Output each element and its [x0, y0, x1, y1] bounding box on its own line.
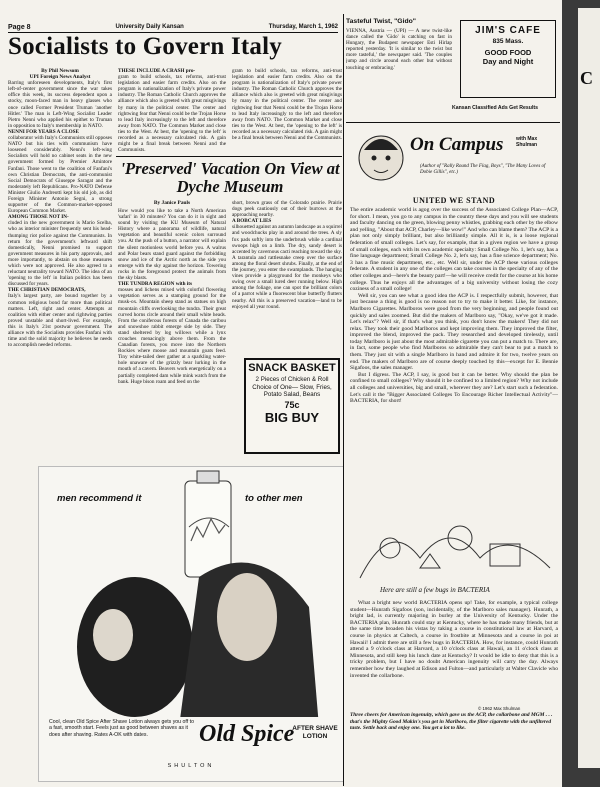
vacation-column-2 — [232, 200, 342, 354]
copyright: © 1962 Max Shulman — [478, 706, 521, 711]
ad-tagline-right: to other men — [245, 493, 303, 504]
cartoon-caption: Here are still a few bugs in BACTERIA — [380, 586, 490, 594]
socialists-column-2 — [118, 68, 226, 154]
ad-product: AFTER SHAVE LOTION — [292, 725, 338, 740]
on-campus-column-header — [350, 128, 558, 186]
snack-description: 2 Pieces of Chicken & Roll Choice of One— Slow, Fries, Potato Salad, Beans — [252, 376, 332, 398]
on-campus-title: On Campus — [410, 134, 504, 155]
vacation-text-4: silhouetted against an autumn landscape as a squirrel and woodchucks play in and around the trees. A sly fox pads softly into the underbrush while a cardinal swoops high on a limb. The dry, sandy desert is accented by cavernous cacti reaching toward the sky. A tarantula and rattlesnake creep over the surface among the floral desert shrubs. Finally, at the end of the journey, you enter the swamplands. The hanging vines provide a playground for the monkeys who swing over a small lured deer running below. High among the foliage, one can spot the brilliant colors of a parrot while a fluorescent blue butterfly flutters nearby. All this is a preserved vacation—land to be enjoyed all year round. — [232, 224, 342, 310]
ad-copy: Cool, clean Old Spice After Shave Lotion always gets you off to a fast, smooth start. Feels just as good between shaves as it does after shaving. Rates A-OK with dates. — [49, 719, 194, 738]
socialists-byline-title: UPI Foreign News Analyst — [29, 74, 91, 81]
jims-cafe-ad — [460, 20, 556, 98]
column-rule — [343, 14, 344, 786]
divider — [346, 122, 560, 123]
socialists-subhead-3: THE CHRISTIAN DEMOCRATS, — [8, 287, 86, 294]
on-campus-author-credits: (Author of "Rally Round The Flag, Boys", "The Many Loves of Dobie Gillis", etc.) — [420, 164, 546, 175]
socialists-column-3 — [232, 68, 342, 154]
socialists-byline: By Phil Newsom — [41, 68, 79, 74]
cafe-address: 835 Mass. — [492, 38, 524, 45]
vacation-byline: By Janice Pauls — [153, 200, 191, 206]
page-header — [8, 24, 338, 33]
socialists-text-4: Italy's largest party, are bound together by a common religious bond far more than political matters. Left, right and center. Attempts at coalition with either center and rightwing parties proved unstable and short-lived. For example, this is Italy's 21st postwar government. The alliance with the Socialists provides Fanfani with time and the solid majority he believes he needs to accomplish needed reforms. — [8, 293, 112, 349]
twist-text: VIENNA, Austria — (UPI) — A new twist-like dance called the 'Gido' is catching on fast in Hungary, the Budapest newspaper Esti Hirlap reported yesterday. 'It is similar to the twist but more tasteful,' the newspaper said. 'The couples jump and circle around each other but without touching or embracing.' — [346, 28, 452, 71]
portrait-icon — [352, 128, 410, 186]
vacation-subhead-1: THE TUNDRA REGION with its — [118, 281, 192, 288]
marlboro-footer: Three cheers for American ingenuity, which gave us the ACP, the collarbone and MGM . . . that's the Mighty Good Makin's you get in Marlboro, the filter cigarette with the unfiltered taste. Settle back and enjoy one. You get a lot to like. — [350, 712, 553, 731]
socialists-headline: Socialists to Govern Italy — [8, 33, 282, 60]
vacation-subhead-2: A BOBCAT LIES — [232, 218, 272, 225]
ad-photo — [39, 467, 344, 717]
on-campus-text-1: The entire academic world is agog over the success of the Associated College Plan—ACP, for short. I mean, you go to any campus in the country these days and you will see students and faculty dancing on the green, blowing penny whistles, grabbing each other by the elbow and yelling, "About that ACP, Charley—like wow!" And who can blame them? The ACP is a plan not only simply brilliant, but also brilliantly simple. All it is, is a loose regional federation of small colleges. Let's say, for example, that in a given region we have a group of small colleges, each with its own academic specialty: Small College No. 1, let's say, has a fine language department; Small College No. 2, let's say, has a fine science department; No. 3 has a fine music department, etc., etc. Well sir, under the ACP these various colleges federate. A student in any one of the colleges can take courses in the specialty of any of the other colleges and—here's the beauty part!—he will receive credit for the course at his home college. Thus he enjoys all the advantages of a big university without losing the cozy coziness of a small college! — [350, 207, 558, 293]
vacation-headline: 'Preserved' Vacation On View at Dyche Museum — [120, 159, 340, 196]
snack-tagline: BIG BUY — [264, 409, 320, 425]
on-campus-subhead: UNITED WE STAND — [412, 196, 496, 205]
vacation-column-1 — [118, 208, 226, 454]
on-campus-text-3: But I digress. The ACP, I say, is good but it can be better. Why should the plan be confined to small colleges? Why should it be confined to a limited region? Why not include all colleges and universities, big and small, wherever they are? Let's start such a federation. Let's call it the "Bigger Associated Colleges To Encourage Richer Intellectual Activity"—BACTERIA, for short! — [350, 371, 558, 405]
socialists-subhead-1: NENNI FOR YEARS A CLOSE — [8, 128, 80, 135]
socialists-text-1: Barring unforeseen developments, Italy's first left-of-center government since the war takes office this week, its success dependent upon a stocky, moon-faced man in heavy glasses who once called Former President Truman 'another Hitler.' The man is Left-Wing Socialist Leader Pietro Nenni who applied his epithet to Truman in opposition to Italy's membership in NATO. — [8, 80, 112, 129]
cartoon-drawing — [350, 508, 558, 586]
twist-story — [346, 28, 452, 118]
cafe-slogan-2: Day and Night — [482, 57, 534, 66]
vacation-text-2: mosses and lichens mixed with colorful flowering vegetation serves as a stamping ground for the musk-ox. Mountain sheep stand as statues on high mountain cliffs overlooking the tundra. Their great curved horns circle around their small white heads. From the coniferous forests of Canada the caribou and snowshoe rabbit emerge side by side. They stand sheltered by log willows while a lynx crouches menacingly above them. From the Canadian forests, you move into the Northern Rockies where moose and mountain goats feed. Tiny white-tailed deer gather at a sparkling water-hole unaware of the grizzly bear lurking in the mouth of a cavern. Beavers work energetically on a partially completed dam while mink watch from the bank. Huge bison roam and feed on the — [118, 287, 226, 385]
socialists-text-6: gram to build schools, tax reforms, anti-trust legislation and easier farm credits. Also on the program is nationalization of Italy's private power industry. The Roman Catholic Church approves the alliance which also is greeted with great misgivings by many in the political center. The center and rightwing fear that Nenni could be the Trojan Horse to lead Italy increasingly to the left and therefore away from NATO. The Common Market and close ties to the West. At best, the 'opening to the left' is recorded as a necessary calculated risk. A gain might be a final break between Nenni and the Communists. — [232, 68, 342, 142]
socialists-subhead-2: AMONG THOSE NOT IN- — [8, 214, 69, 221]
classified-promo: Kansan Classified Ads Get Results — [452, 105, 539, 111]
snack-title: SNACK BASKET — [248, 362, 336, 374]
socialists-text-5: gram to build schools, tax reforms, anti-trust legislation and easier farm credits. Also on the program is nationalization of Italy's private power industry. The Roman Catholic Church approves the alliance which also is greeted with great misgivings by many in the political center. The center and rightwing fear that Nenni could be the Trojan Horse to lead Italy increasingly to the left and therefore away from NATO. The Common Market and close ties to the West. At best, the 'opening to the left' is recorded as a necessary calculated risk. A gain might be a final break between Nenni and the Communists. — [118, 74, 226, 154]
twist-headline: Tasteful Twist, "Gido" — [346, 18, 417, 25]
cafe-name: JIM'S CAFE — [475, 25, 541, 36]
on-campus-body-2 — [350, 600, 558, 704]
snack-basket-ad — [244, 358, 340, 454]
socialists-text-3: cluded in the new government is Mario Scelba, who as interior minister frequently sent his head-thumping riot police against the Communists. In return for the government's leftward shift domestically, Nenni promised to support government measures in his party approvals, and more importantly, to abstain on those measures which were not approved. He also agreed to a reluctant neutrality toward NATO. The idea of an 'opening to the left' in Italian politics has been discussed for years. — [8, 220, 112, 288]
on-campus-author: with Max Shulman — [516, 136, 538, 148]
man-left-silhouette — [77, 577, 193, 717]
page-number: Page 8 — [8, 24, 31, 31]
ad-brand: Old Spice — [199, 721, 295, 747]
ad-maker: SHULTON — [167, 763, 215, 769]
bacteria-cartoon — [350, 508, 558, 598]
divider — [116, 156, 342, 157]
old-spice-ad — [38, 466, 344, 782]
issue-date: Thursday, March 1, 1962 — [268, 24, 338, 30]
snack-price: 75c — [284, 399, 300, 410]
on-campus-body-1 — [350, 207, 558, 507]
bottle-icon — [185, 481, 231, 577]
socialists-subhead-4: THESE INCLUDE A CRASH pro- — [118, 68, 196, 74]
on-campus-text-2: Well sir, you can see what a good idea the ACP is. I respectfully submit, however, that just because a thing is good is no reason not to try to make it better. Like, for instance, Marlboro Cigarettes. Marlboros were good from the very beginning, and people found out quickly and sales zoomed. But did the makers of Marlboro say, "Okay, we've got it made. Let's relax"? Well sir, if that's what you think, you don't know the makers! They did not relax. They took their good Marlboros and kept improving them. They improved the filter, improved the blend, improved the pack. They researched and developed tirelessly, until today Marlboro is just about the most admirable cigarette you can put a match to. There are, in fact, some people who find Marlboros so admirable they can't bear to put a match to them. They just sit with a single Marlboro in hand and admire it for two, twelve years on end. The makers of Marlboro are of course deeply touched by this—except for E. Bennie Sigafoos, the sales manager. — [350, 292, 558, 372]
vacation-text-3: short, brown grass of the Colorado prairie. Prairie dogs peek cautiously out of their burrows at the approaching nearby. — [232, 200, 342, 219]
on-campus-text-4: What a bright new world BACTERIA opens up! Take, for example, a typical college student—Hunrath Sigafoos (son, incidentally, of the Marlboro sales manager). Hunrath, a bright lad, is currently majoring in burley at the University of Kentucky. Under the BACTERIA plan, Hunrath could stay at Kentucky, where he has made many friends, but at the same time broaden his vistas by taking a course in constitutional law at Harvard, a course in physics at Caltech, a course in frostbite at Minnesota and a course in poi at Hawaii! I admit there are still a few bugs in BACTERIA. How, for instance, could Hunrath attend a 9 o'clock class at Harvard, a 10 o'clock class at Hawaii, an 11 o'clock class at Minnesota, and still keep his lunch date at Kentucky? It would be idle to deny that this is a tricky problem, but I have no doubt American ingenuity will carry the day. Always remember how they laughed at Edison and Fulton—and particularly at Walter Clavicle who invented the collarbone. — [350, 600, 558, 679]
paper-name: University Daily Kansan — [115, 24, 184, 30]
adjacent-page-edge — [578, 8, 600, 768]
cafe-slogan-1: GOOD FOOD — [484, 48, 532, 57]
ad-tagline-left: men recommend it — [57, 493, 142, 504]
vacation-text-1: How would you like to take a North American 'safari' in 30 minutes? You can do it in sight and sound by visiting the KU Museum of Natural History where a panorama of wildlife, natural vegetation and beautiful scenic colors surround you. At the push of a button, a narrator will explain the silent motionless world before you. A walrus and Polar bears stand guard against the forbidding snow and ice of the Arctic north as the side you emerge with the sky against the horizon. Towering rocks in the foreground protect the animals from the sky blasts. — [118, 208, 226, 282]
adjacent-page-letter: C — [580, 68, 593, 88]
socialists-text-2: collaborator with Italy's Communists still opposes NATO but his ties with communism have loosened considerably. Nenni's left-wing Socialists will hold no cabinet seats in the new government formed by Premier Amintore Fanfani. Those went to the coalition of Fanfani's own Christian Democrats, the anti-communist Social Democrats of Giuseppe Saragat and the moderately left Republicans. Pro-NATO Defense Minister Giulio Andreotti kept his old job, as did Foreign Minister Antonio Segni, a strong supporter of the Common-market-opposed European Common Market. — [8, 135, 112, 215]
socialists-column-1 — [8, 68, 112, 454]
